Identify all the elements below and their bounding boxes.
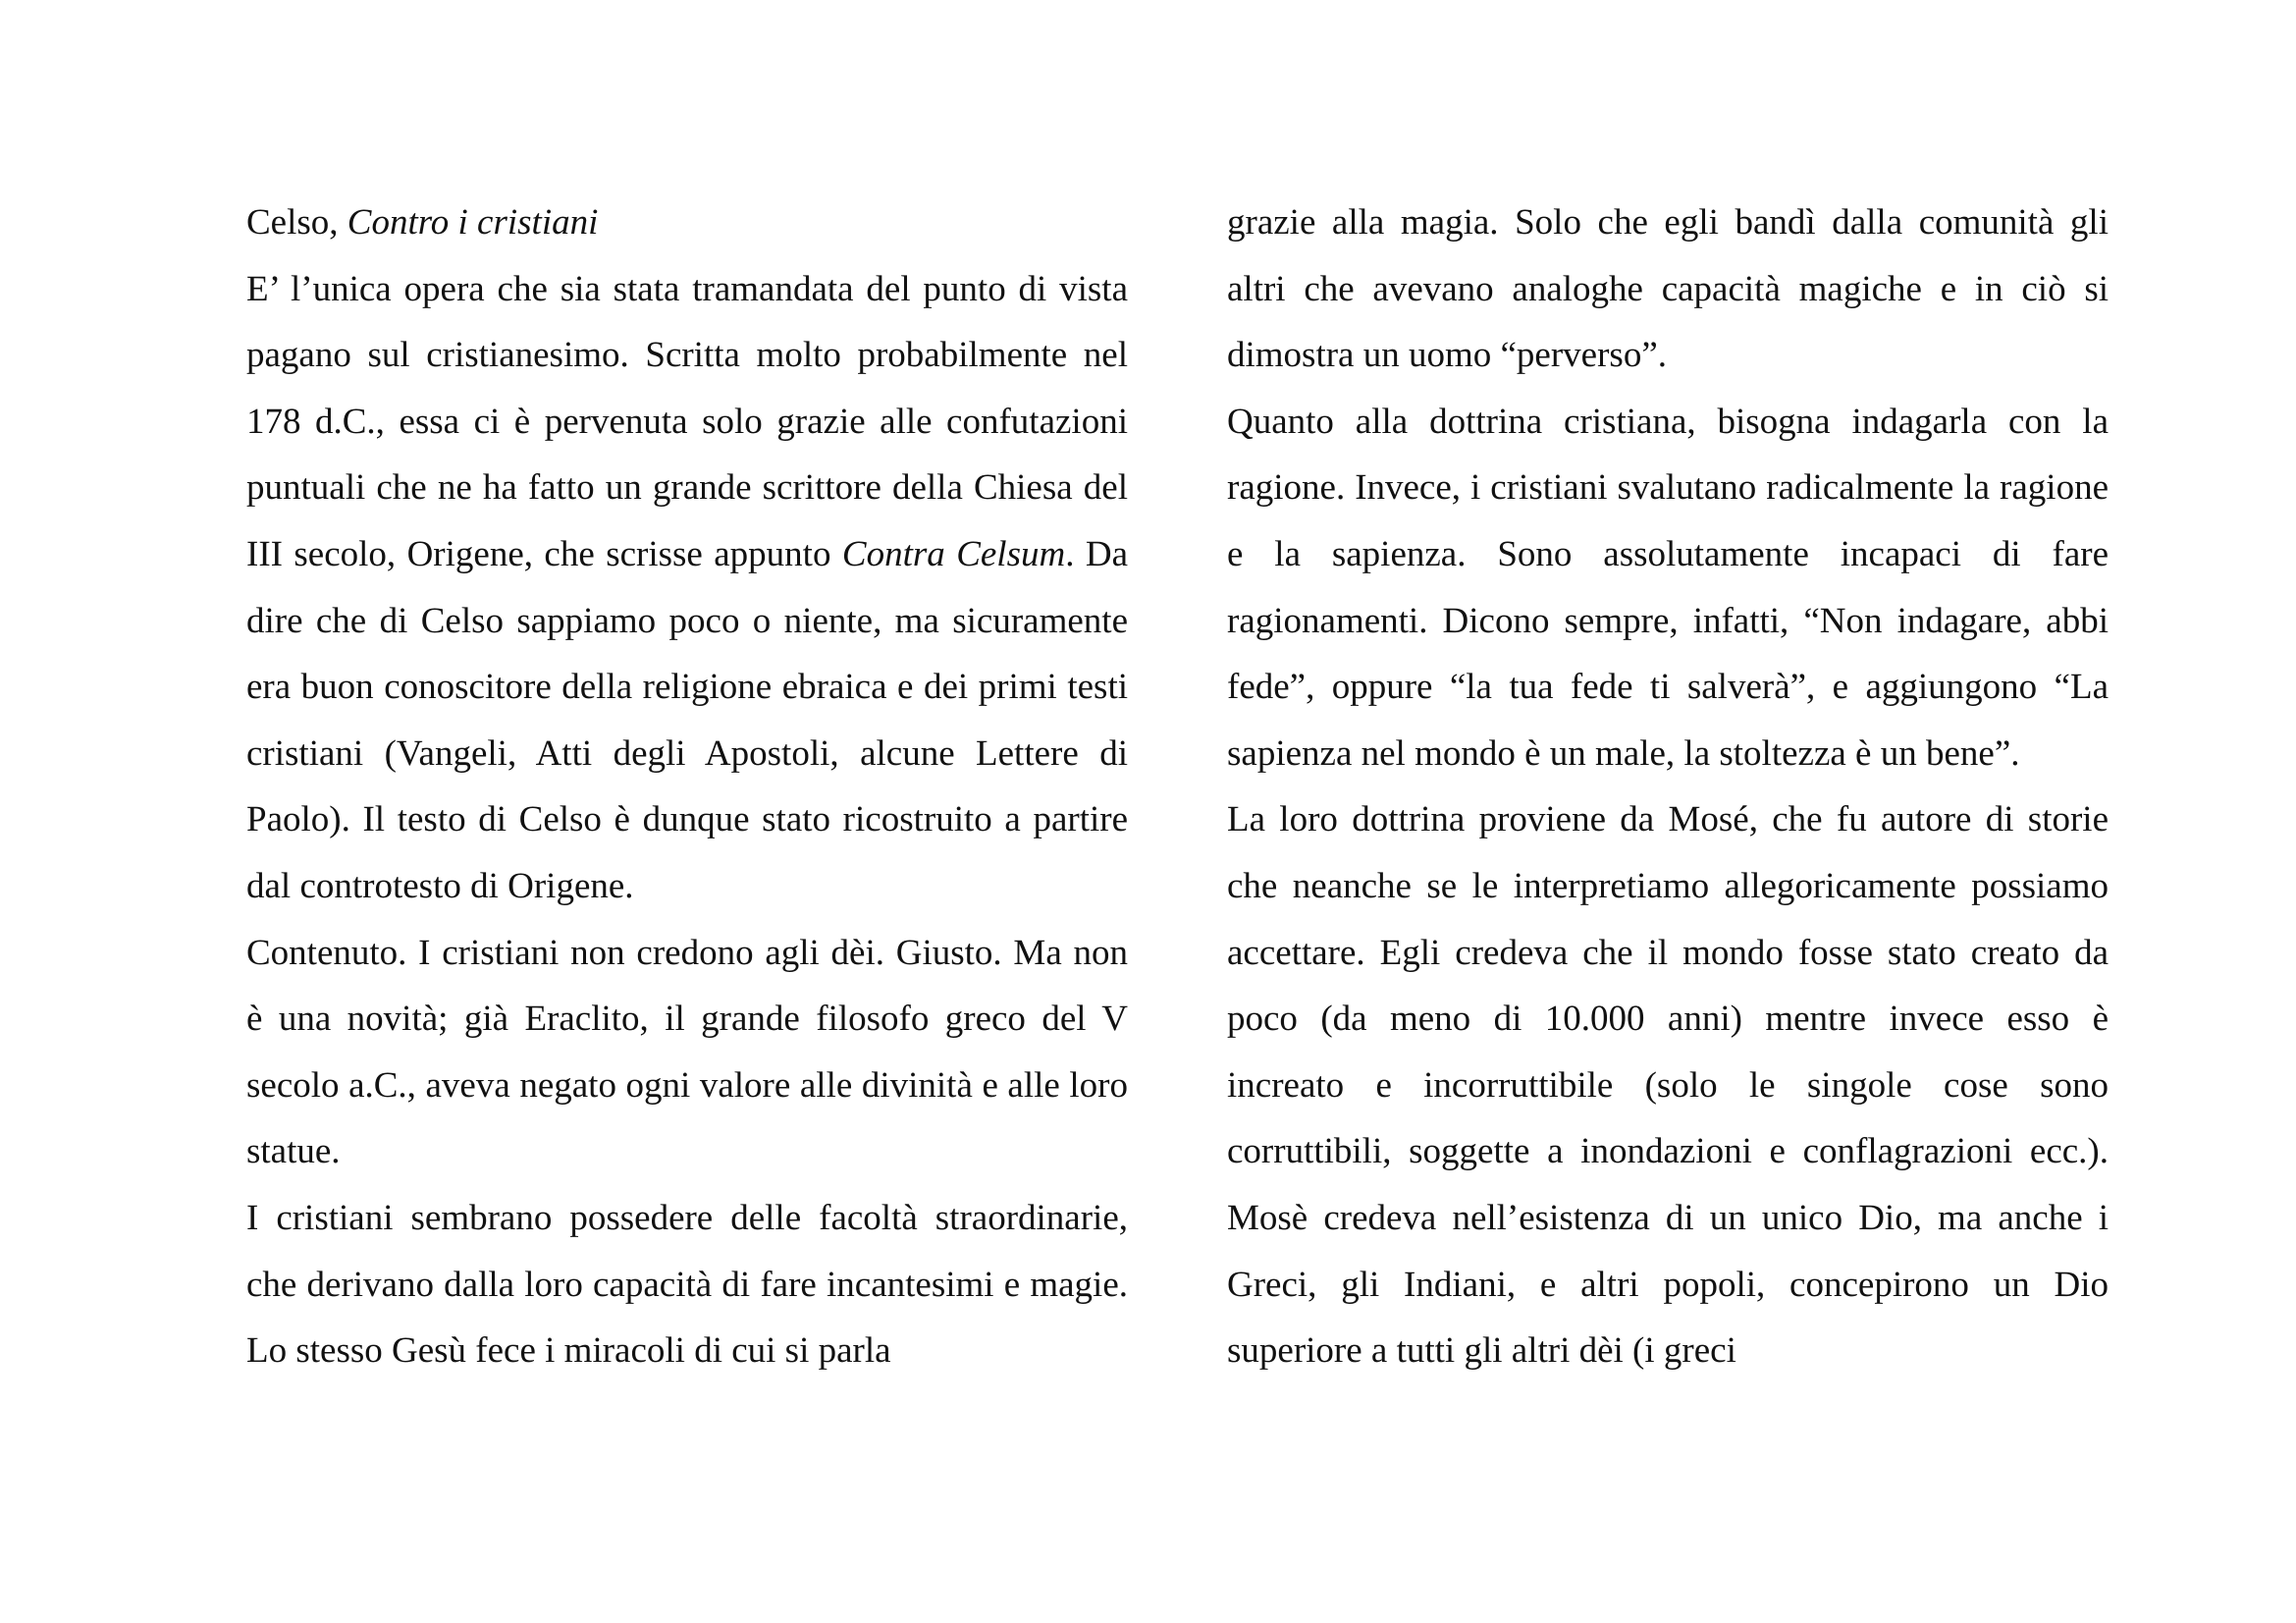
intro-paragraph xyxy=(246,256,1128,920)
title-work: Contro i cristiani xyxy=(347,202,599,243)
mose-paragraph: La loro dottrina proviene da Mosé, che fu autore di storie che neanche se le interpretiamo allegoricamente possiamo accettare. Egli credeva che il mondo fosse stato creato da poco (da meno di 10.000 anni) mentre invece esso è increato e incorruttibile (solo le singole cose sono corruttibili, soggette a inondazioni e conflagrazioni ecc.). Mosè credeva nell’esistenza di un unico Dio, ma anche i Greci, gli Indiani, e altri popoli, concepirono un Dio superiore a tutti gli altri dèi (i greci xyxy=(1227,799,2109,1372)
title-author: Celso, xyxy=(246,202,339,243)
intro-text-start: E’ l’unica opera che sia stata tramandata del punto di vista pagano sul cristianesimo. Scritta molto probabilmente nel 178 d.C., essa ci è pervenuta solo grazie alle confutazioni puntuali che ne ha fatto un grande scrittore della Chiesa del III secolo, Origene, che scrisse appunto xyxy=(246,268,1128,574)
left-column xyxy=(246,189,1128,1384)
magia-continuation-paragraph: grazie alla magia. Solo che egli bandì dalla comunità gli altri che avevano analoghe capacità magiche e in ciò si dimostra un uomo “perverso”. xyxy=(1227,202,2109,376)
intro-text-end: . Da dire che di Celso sappiamo poco o niente, ma sicuramente era buon conoscitore della religione ebraica e dei primi testi cristiani (Vangeli, Atti degli Apostoli, alcune Lettere di Paolo). Il testo di Celso è dunque stato ricostruito a partire dal controtesto di Origene. xyxy=(246,533,1129,906)
contenuto-paragraph: Contenuto. I cristiani non credono agli dèi. Giusto. Ma non è una novità; già Eraclito, il grande filosofo greco del V secolo a.C., aveva negato ogni valore alle divinità e alle loro statue. xyxy=(246,932,1128,1172)
magia-paragraph: I cristiani sembrano possedere delle facoltà straordinarie, che derivano dalla loro capacità di fare incantesimi e magie. Lo stesso Gesù fece i miracoli di cui si parla xyxy=(246,1197,1128,1372)
contra-celsum-title: Contra Celsum xyxy=(841,533,1066,574)
document-title xyxy=(246,189,1128,256)
dottrina-paragraph: Quanto alla dottrina cristiana, bisogna indagarla con la ragione. Invece, i cristiani svalutano radicalmente la ragione e la sapienza. Sono assolutamente incapaci di fare ragionamenti. Dicono sempre, infatti, “Non indagare, abbi fede”, oppure “la tua fede ti salverà”, e aggiungono “La sapienza nel mondo è un male, la stoltezza è un bene”. xyxy=(1227,401,2109,774)
right-column xyxy=(1227,189,2109,1384)
